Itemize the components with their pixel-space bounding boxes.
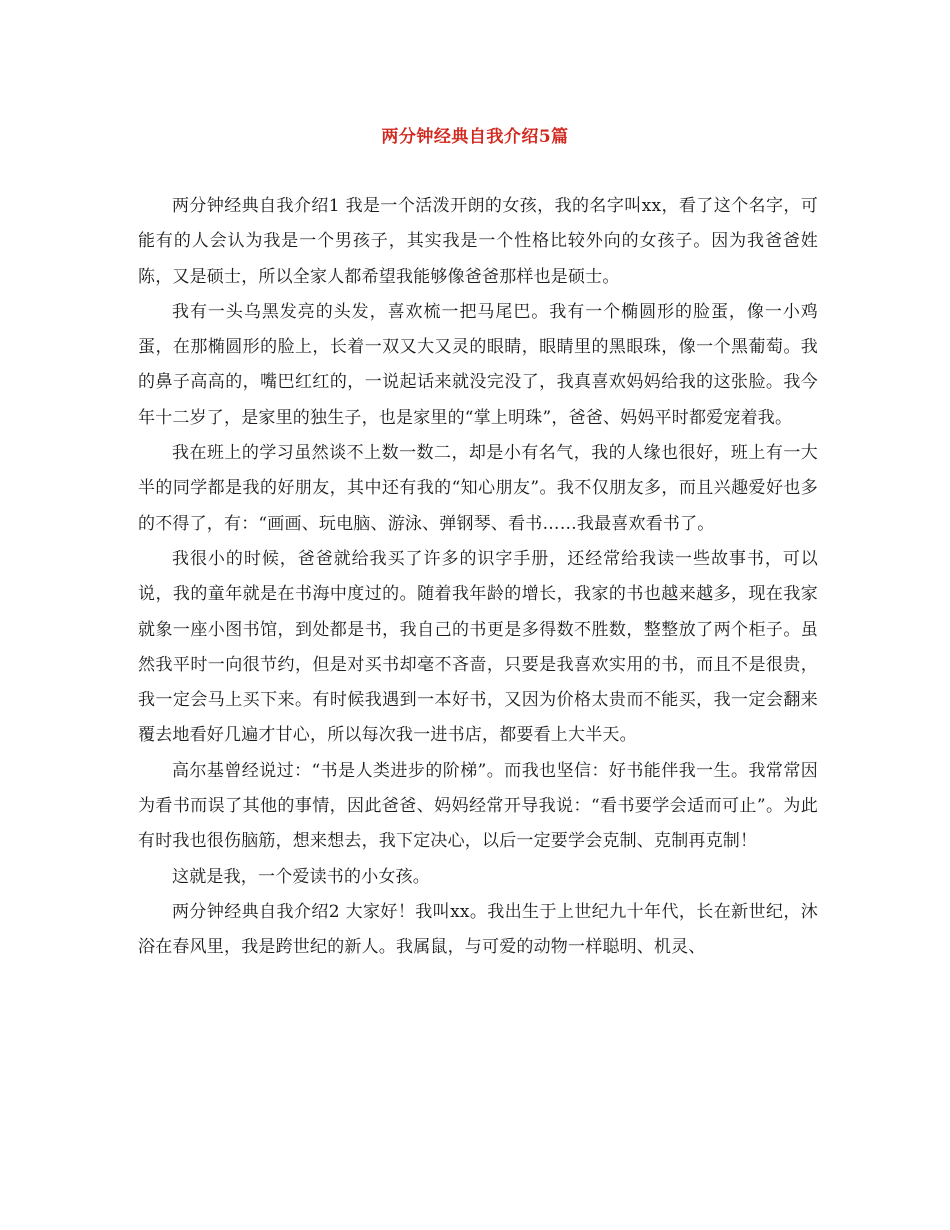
paragraph: 我很小的时候，爸爸就给我买了许多的识字手册，还经常给我读一些故事书，可以说，我的童年就是在书海中度过的。随着我年龄的增长，我家的书也越来越多，现在我家就象一座小图书馆，到处都是书，我自己的书更是多得数不胜数，整整放了两个柜子。虽然我平时一向很节约，但是对买书却毫不吝啬，只要是我喜欢实用的书，而且不是很贵，我一定会马上买下来。有时候我遇到一本好书，又因为价格太贵而不能买，我一定会翻来覆去地看好几遍才甘心，所以每次我一进书店，都要看上大半天。 xyxy=(138,548,818,746)
paragraph: 这就是我，一个爱读书的小女孩。 xyxy=(172,866,430,887)
paragraph: 高尔基曾经说过：“书是人类进步的阶梯”。而我也坚信：好书能伴我一生。我常常因为看书而误了其他的事情，因此爸爸、妈妈经常开导我说：“看书要学会适而可止”。为此有时我也很伤脑筋，想来想去，我下定决心，以后一定要学会克制、克制再克制！ xyxy=(138,760,818,852)
paragraph: 我有一头乌黑发亮的头发，喜欢梳一把马尾巴。我有一个椭圆形的脸蛋，像一小鸡蛋，在那椭圆形的脸上，长着一双又大又灵的眼睛，眼睛里的黑眼珠，像一个黑葡萄。我的鼻子高高的，嘴巴红红的，一说起话来就没完没了，我真喜欢妈妈给我的这张脸。我今年十二岁了，是家里的独生子，也是家里的“掌上明珠”，爸爸、妈妈平时都爱宠着我。 xyxy=(138,301,818,428)
document-title: 两分钟经典自我介绍5篇 xyxy=(381,127,569,147)
paragraph: 我在班上的学习虽然谈不上数一数二，却是小有名气，我的人缘也很好，班上有一大半的同学都是我的好朋友，其中还有我的“知心朋友”。我不仅朋友多，而且兴趣爱好也多的不得了，有：“画画、玩电脑、游泳、弹钢琴、看书……我最喜欢看书了。 xyxy=(138,443,818,534)
paragraph: 两分钟经典自我介绍2 大家好！我叫xx。我出生于上世纪九十年代，长在新世纪，沐浴在春风里，我是跨世纪的新人。我属鼠，与可爱的动物一样聪明、机灵、 xyxy=(138,901,818,958)
document-body xyxy=(138,189,818,966)
paragraph: 两分钟经典自我介绍1 我是一个活泼开朗的女孩，我的名字叫xx，看了这个名字，可能有的人会认为我是一个男孩子，其实我是一个性格比较外向的女孩子。因为我爸爸姓陈，又是硕士，所以全家人都希望我能够像爸爸那样也是硕士。 xyxy=(138,196,818,287)
